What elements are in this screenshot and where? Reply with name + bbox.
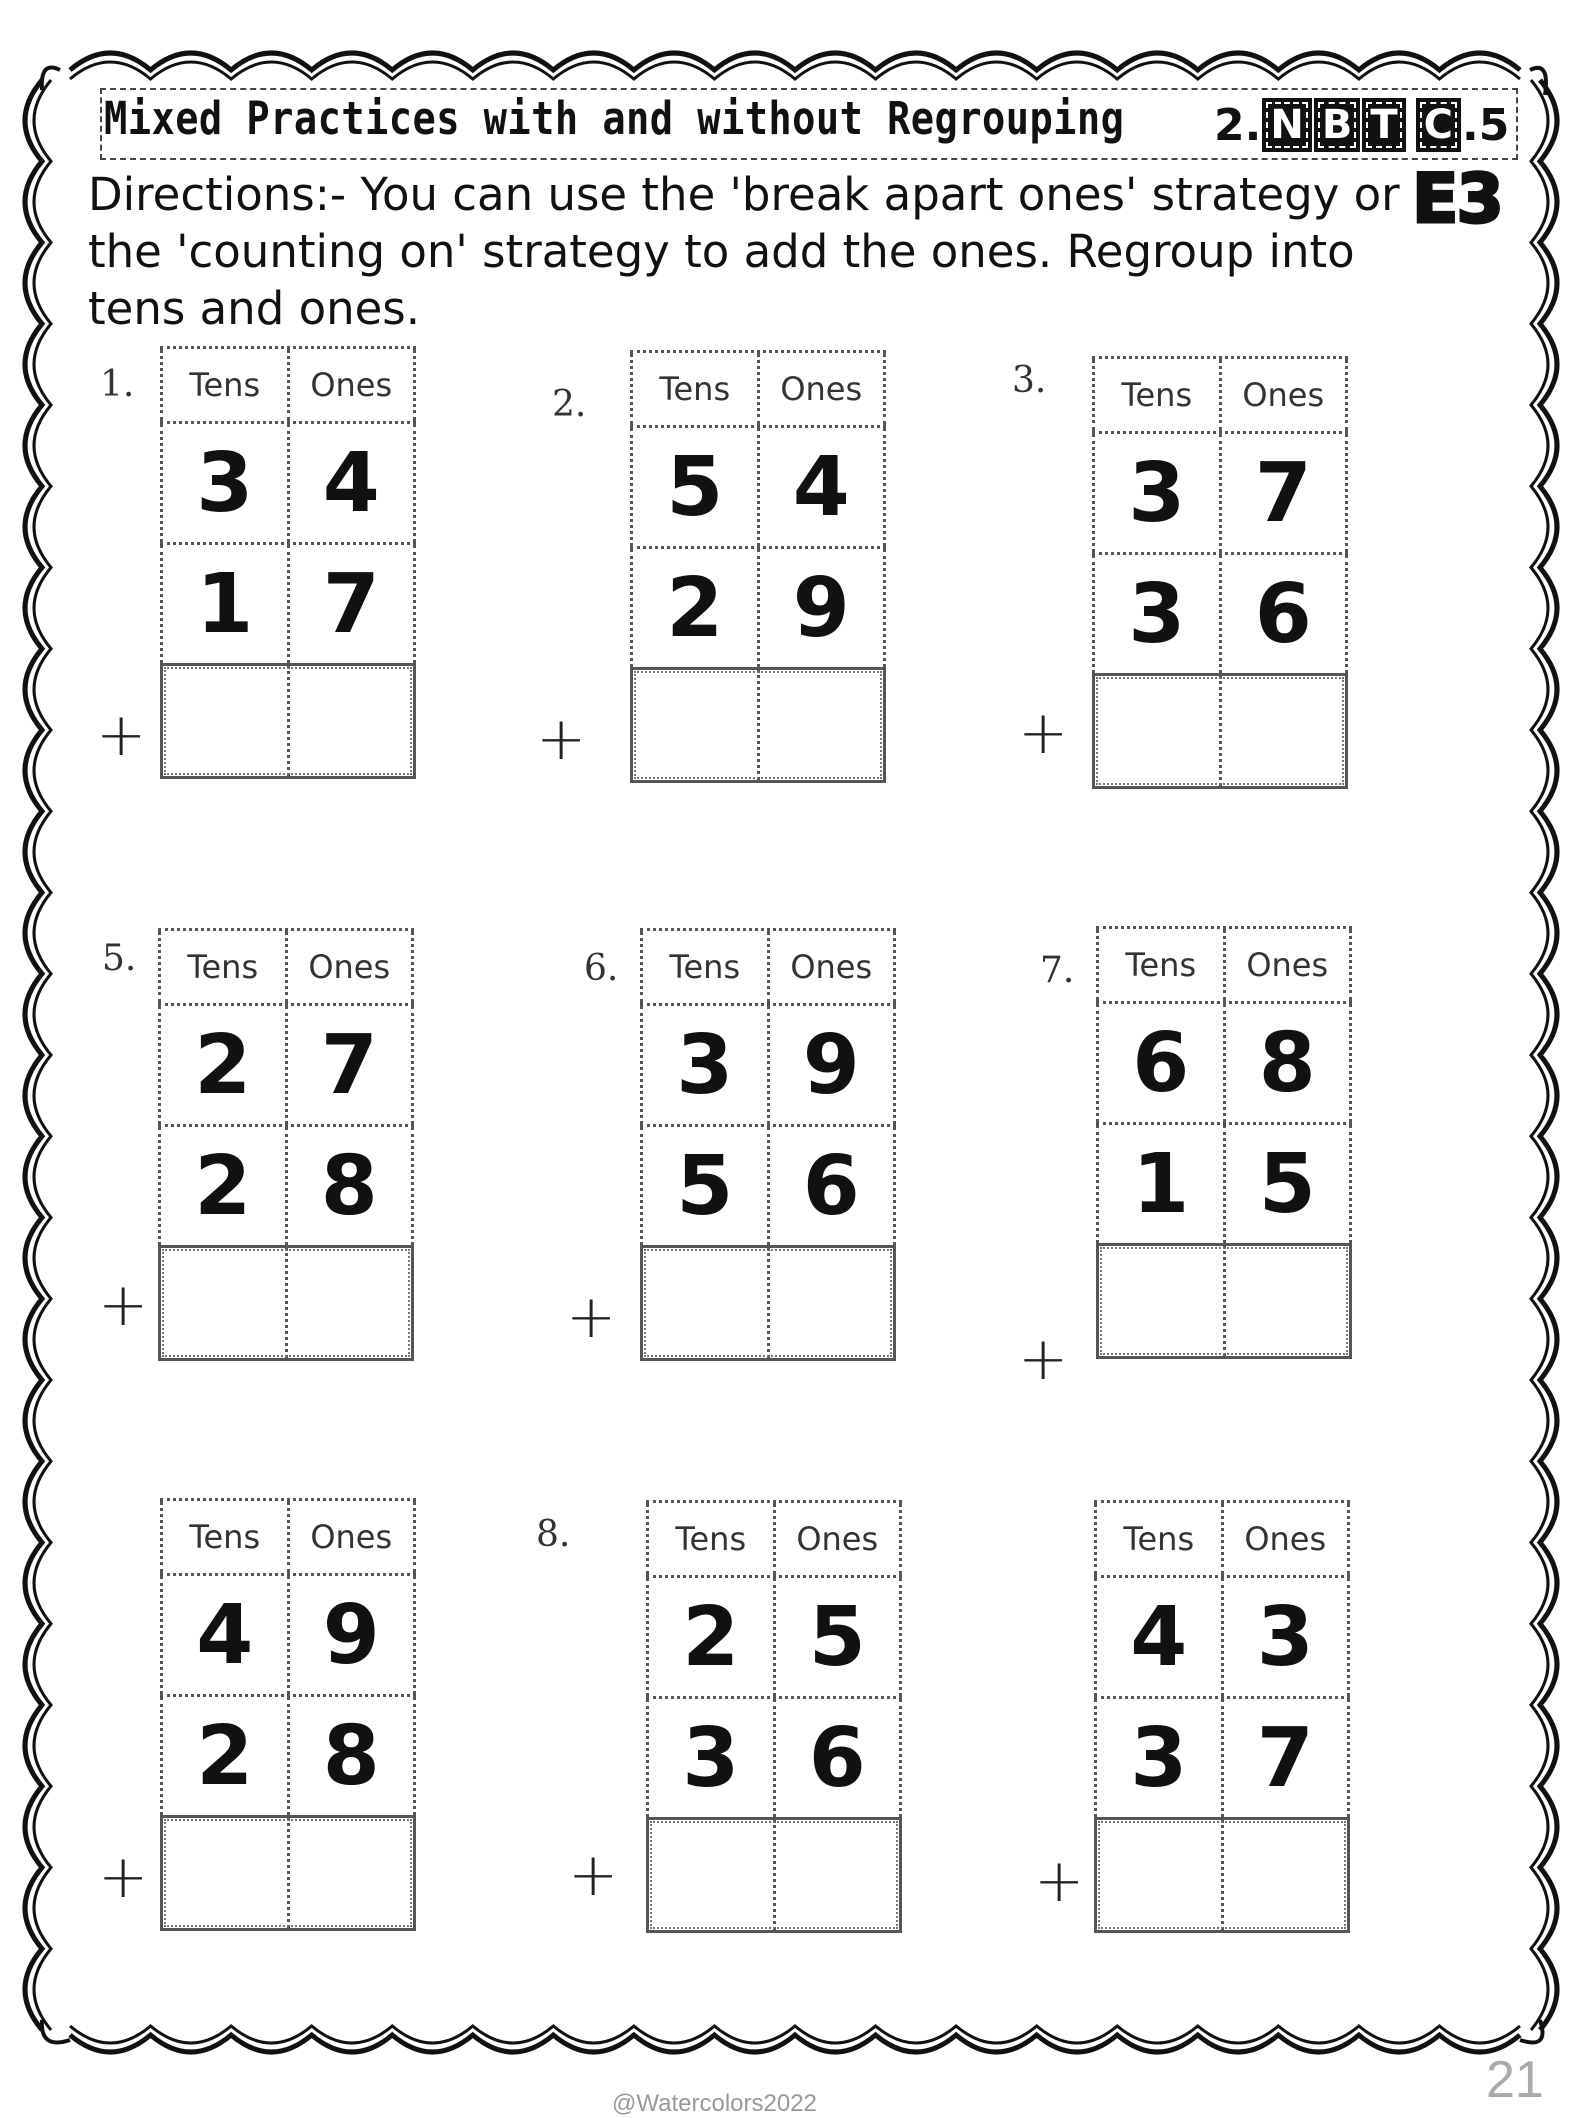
tens-header: Tens: [160, 349, 287, 421]
answer-box[interactable]: [1092, 673, 1348, 789]
answer-ones-cell[interactable]: [287, 1818, 414, 1928]
plus-sign: +: [566, 1282, 617, 1352]
problem-number: 3.: [1012, 360, 1047, 401]
place-value-grid: [160, 1498, 416, 1931]
answer-tens-cell[interactable]: [649, 1820, 773, 1930]
ones-digit: 6: [767, 1127, 897, 1245]
ones-digit: 6: [1219, 555, 1349, 673]
problem-number: 5.: [102, 938, 137, 979]
plus-sign: +: [1018, 698, 1069, 768]
ones-header: Ones: [287, 1501, 417, 1573]
answer-box[interactable]: [1094, 1817, 1350, 1933]
plus-sign: +: [98, 1270, 149, 1340]
addend-top-row: [160, 421, 416, 542]
addend-top-row: [158, 1003, 414, 1124]
tens-header: Tens: [646, 1503, 773, 1575]
answer-box[interactable]: [158, 1245, 414, 1361]
addend-bottom-row: [640, 1124, 896, 1245]
answer-box[interactable]: [646, 1817, 902, 1933]
tens-digit: 2: [630, 549, 757, 667]
tens-digit: 3: [1092, 555, 1219, 673]
addend-top-row: [160, 1573, 416, 1694]
addend-bottom-row: [630, 546, 886, 667]
ones-digit: 7: [1219, 434, 1349, 552]
answer-ones-cell[interactable]: [757, 670, 884, 780]
plus-sign: +: [96, 700, 147, 770]
tens-header: Tens: [1096, 929, 1223, 1001]
answer-ones-cell[interactable]: [1223, 1246, 1350, 1356]
ones-digit: 8: [285, 1127, 415, 1245]
answer-tens-cell[interactable]: [1095, 676, 1219, 786]
place-value-grid: [630, 350, 886, 783]
answer-tens-cell[interactable]: [163, 666, 287, 776]
ones-digit: 3: [1221, 1578, 1351, 1696]
addend-top-row: [630, 425, 886, 546]
tens-digit: 1: [160, 545, 287, 663]
tens-digit: 4: [160, 1576, 287, 1694]
addend-bottom-row: [160, 1694, 416, 1815]
ones-digit: 7: [287, 545, 417, 663]
tens-digit: 2: [160, 1697, 287, 1815]
ones-header: Ones: [1221, 1503, 1351, 1575]
problem-number: 2.: [552, 384, 587, 425]
tens-digit: 1: [1096, 1125, 1223, 1243]
ones-header: Ones: [1223, 929, 1353, 1001]
plus-sign: +: [568, 1840, 619, 1910]
answer-tens-cell[interactable]: [643, 1248, 767, 1358]
answer-box[interactable]: [640, 1245, 896, 1361]
ones-digit: 9: [767, 1006, 897, 1124]
addend-top-row: [1094, 1575, 1350, 1696]
plus-sign: +: [98, 1842, 149, 1912]
problem-number: 7.: [1040, 950, 1075, 991]
addend-bottom-row: [1092, 552, 1348, 673]
place-value-grid: [646, 1500, 902, 1933]
ones-header: Ones: [757, 353, 887, 425]
watermark: @Watercolors2022: [612, 2090, 817, 2117]
answer-ones-cell[interactable]: [767, 1248, 894, 1358]
plus-sign: +: [1034, 1846, 1085, 1916]
tens-digit: 3: [160, 424, 287, 542]
standard-box-c: C: [1416, 98, 1461, 152]
tens-digit: 2: [158, 1006, 285, 1124]
place-value-grid: [1092, 356, 1348, 789]
addend-top-row: [1096, 1001, 1352, 1122]
tens-digit: 3: [640, 1006, 767, 1124]
place-value-grid: [158, 928, 414, 1361]
answer-ones-cell[interactable]: [1221, 1820, 1348, 1930]
directions-text: Directions:- You can use the 'break apart ones' strategy or the 'counting on' strategy to add the ones. Regroup into tens and ones.: [88, 168, 1400, 335]
ones-digit: 8: [287, 1697, 417, 1815]
answer-ones-cell[interactable]: [1219, 676, 1346, 786]
standard-prefix: 2.: [1214, 99, 1262, 151]
ones-digit: 4: [287, 424, 417, 542]
standard-box-b: B: [1314, 98, 1361, 152]
ones-header: Ones: [287, 349, 417, 421]
tens-digit: 6: [1096, 1004, 1223, 1122]
answer-ones-cell[interactable]: [773, 1820, 900, 1930]
ones-digit: 5: [773, 1578, 903, 1696]
place-value-grid: [640, 928, 896, 1361]
ones-digit: 7: [1221, 1699, 1351, 1817]
addend-bottom-row: [158, 1124, 414, 1245]
standard-box-n: N: [1262, 98, 1311, 152]
answer-tens-cell[interactable]: [633, 670, 757, 780]
tens-header: Tens: [1092, 359, 1219, 431]
ones-digit: 6: [773, 1699, 903, 1817]
addend-bottom-row: [646, 1696, 902, 1817]
answer-box[interactable]: [160, 663, 416, 779]
standard-suffix: .5: [1461, 99, 1510, 151]
ones-header: Ones: [1219, 359, 1349, 431]
ones-header: Ones: [773, 1503, 903, 1575]
answer-tens-cell[interactable]: [1097, 1820, 1221, 1930]
addend-bottom-row: [1096, 1122, 1352, 1243]
answer-box[interactable]: [630, 667, 886, 783]
tens-digit: 3: [1094, 1699, 1221, 1817]
answer-tens-cell[interactable]: [161, 1248, 285, 1358]
ones-digit: 9: [287, 1576, 417, 1694]
answer-box[interactable]: [160, 1815, 416, 1931]
addend-bottom-row: [1094, 1696, 1350, 1817]
set-code: E3: [1412, 160, 1502, 239]
answer-tens-cell[interactable]: [1099, 1246, 1223, 1356]
problem-number: 1.: [100, 364, 135, 405]
ones-digit: 8: [1223, 1004, 1353, 1122]
plus-sign: +: [1018, 1324, 1069, 1394]
place-value-grid: [1094, 1500, 1350, 1933]
tens-header: Tens: [630, 353, 757, 425]
addend-top-row: [646, 1575, 902, 1696]
ones-digit: 4: [757, 428, 887, 546]
tens-digit: 2: [158, 1127, 285, 1245]
tens-header: Tens: [158, 931, 285, 1003]
ones-digit: 9: [757, 549, 887, 667]
answer-box[interactable]: [1096, 1243, 1352, 1359]
ones-digit: 7: [285, 1006, 415, 1124]
answer-ones-cell[interactable]: [287, 666, 414, 776]
page-number: 21: [1486, 2051, 1544, 2109]
tens-digit: 2: [646, 1578, 773, 1696]
problem-number: 6.: [584, 948, 619, 989]
answer-ones-cell[interactable]: [285, 1248, 412, 1358]
plus-sign: +: [536, 704, 587, 774]
standard-box-t: T: [1362, 98, 1405, 152]
addend-top-row: [1092, 431, 1348, 552]
tens-digit: 3: [1092, 434, 1219, 552]
tens-digit: 5: [640, 1127, 767, 1245]
ones-header: Ones: [285, 931, 415, 1003]
worksheet-title: Mixed Practices with and without Regrouping: [104, 92, 1125, 145]
place-value-grid: [1096, 926, 1352, 1359]
tens-digit: 3: [646, 1699, 773, 1817]
problem-number: 8.: [536, 1514, 571, 1555]
tens-header: Tens: [160, 1501, 287, 1573]
tens-header: Tens: [1094, 1503, 1221, 1575]
answer-tens-cell[interactable]: [163, 1818, 287, 1928]
tens-digit: 5: [630, 428, 757, 546]
tens-digit: 4: [1094, 1578, 1221, 1696]
tens-header: Tens: [640, 931, 767, 1003]
standard-code: [1214, 98, 1509, 152]
ones-digit: 5: [1223, 1125, 1353, 1243]
addend-bottom-row: [160, 542, 416, 663]
ones-header: Ones: [767, 931, 897, 1003]
place-value-grid: [160, 346, 416, 779]
addend-top-row: [640, 1003, 896, 1124]
